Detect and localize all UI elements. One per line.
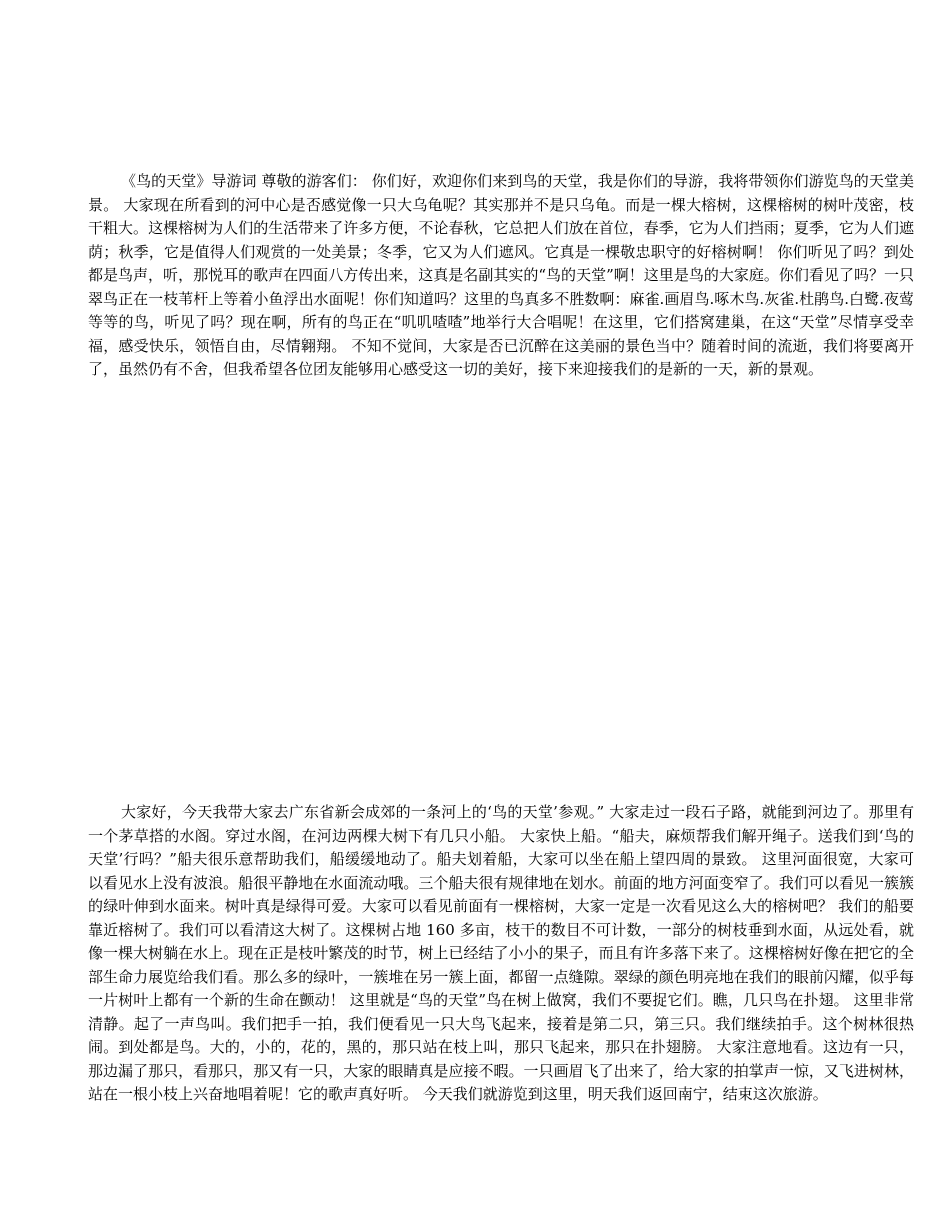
tour-guide-speech-paragraph-1: 《鸟的天堂》导游词 尊敬的游客们： 你们好，欢迎你们来到鸟的天堂，我是你们的导游，我将带领你们游览鸟的天堂美景。 大家现在所看到的河中心是否感觉像一只大乌龟呢？其实那并不是只乌龟。而是一棵大榕树，这棵榕树的树叶茂密，枝干粗大。这棵榕树为人们的生活带来了许多方便，不论春秋，它总把人们放在首位，春季，它为人们挡雨；夏季，它为人们遮荫；秋季，它是值得人们观赏的一处美景；冬季，它又为人们遮风。它真是一棵敬忠职守的好榕树啊！ 你们听见了吗？到处都是鸟声，听，那悦耳的歌声在四面八方传出来，这真是名副其实的“鸟的天堂”啊！这里是鸟的大家庭。你们看见了吗？一只翠鸟正在一枝苇杆上等着小鱼浮出水面呢！你们知道吗？这里的鸟真多不胜数啊：麻雀.画眉鸟.啄木鸟.灰雀.杜鹃鸟.白鹭.夜莺等等的鸟，听见了吗？现在啊，所有的鸟正在“叽叽喳喳”地举行大合唱呢！在这里，它们搭窝建巢，在这“天堂”尽情享受幸福，感受快乐，领悟自由，尽情翱翔。 不知不觉间，大家是否已沉醉在这美丽的景色当中？随着时间的流逝，我们将要离开了，虽然仍有不舍，但我希望各位团友能够用心感受这一切的美好，接下来迎接我们的是新的一天，新的景观。: [88, 172, 914, 378]
tour-guide-speech-paragraph-2: 大家好，今天我带大家去广东省新会成郊的一条河上的‘鸟的天堂’参观。” 大家走过一段石子路，就能到河边了。那里有一个茅草搭的水阁。穿过水阁，在河边两棵大树下有几只小船。 大家快上船。“船夫，麻烦帮我们解开绳子。送我们到‘鸟的天堂’行吗？”船夫很乐意帮助我们，船缓缓地动了。船夫划着船，大家可以坐在船上望四周的景致。 这里河面很宽，大家可以看见水上没有波浪。船很平静地在水面流动哦。三个船夫很有规律地在划水。前面的地方河面变窄了。我们可以看见一簇簇的绿叶伸到水面来。树叶真是绿得可爱。大家可以看见前面有一棵榕树，大家一定是一次看见这么大的榕树吧？ 我们的船要靠近榕树了。我们可以看清这大树了。这棵树占地 160 多亩，枝干的数目不可计数，一部分的树枝垂到水面，从远处看，就像一棵大树躺在水上。现在正是枝叶繁茂的时节，树上已经结了小小的果子，而且有许多落下来了。这棵榕树好像在把它的全部生命力展览给我们看。那么多的绿叶，一簇堆在另一簇上面，都留一点缝隙。翠绿的颜色明亮地在我们的眼前闪耀，似乎每一片树叶上都有一个新的生命在颤动！ 这里就是“鸟的天堂”鸟在树上做窝，我们不要捉它们。瞧，几只鸟在扑翅。 这里非常清静。起了一声鸟叫。我们把手一拍，我们便看见一只大鸟飞起来，接着是第二只，第三只。我们继续拍手。这个树林很热闹。到处都是鸟。大的，小的，花的，黑的，那只站在枝上叫，那只飞起来，那只在扑翅膀。 大家注意地看。这边有一只，那边漏了那只，看那只，那又有一只，大家的眼睛真是应接不暇。一只画眉飞了出来了，给大家的拍掌声一惊，又飞进树林，站在一根小枝上兴奋地唱着呢！它的歌声真好听。 今天我们就游览到这里，明天我们返回南宁，结束这次旅游。: [88, 803, 914, 1103]
